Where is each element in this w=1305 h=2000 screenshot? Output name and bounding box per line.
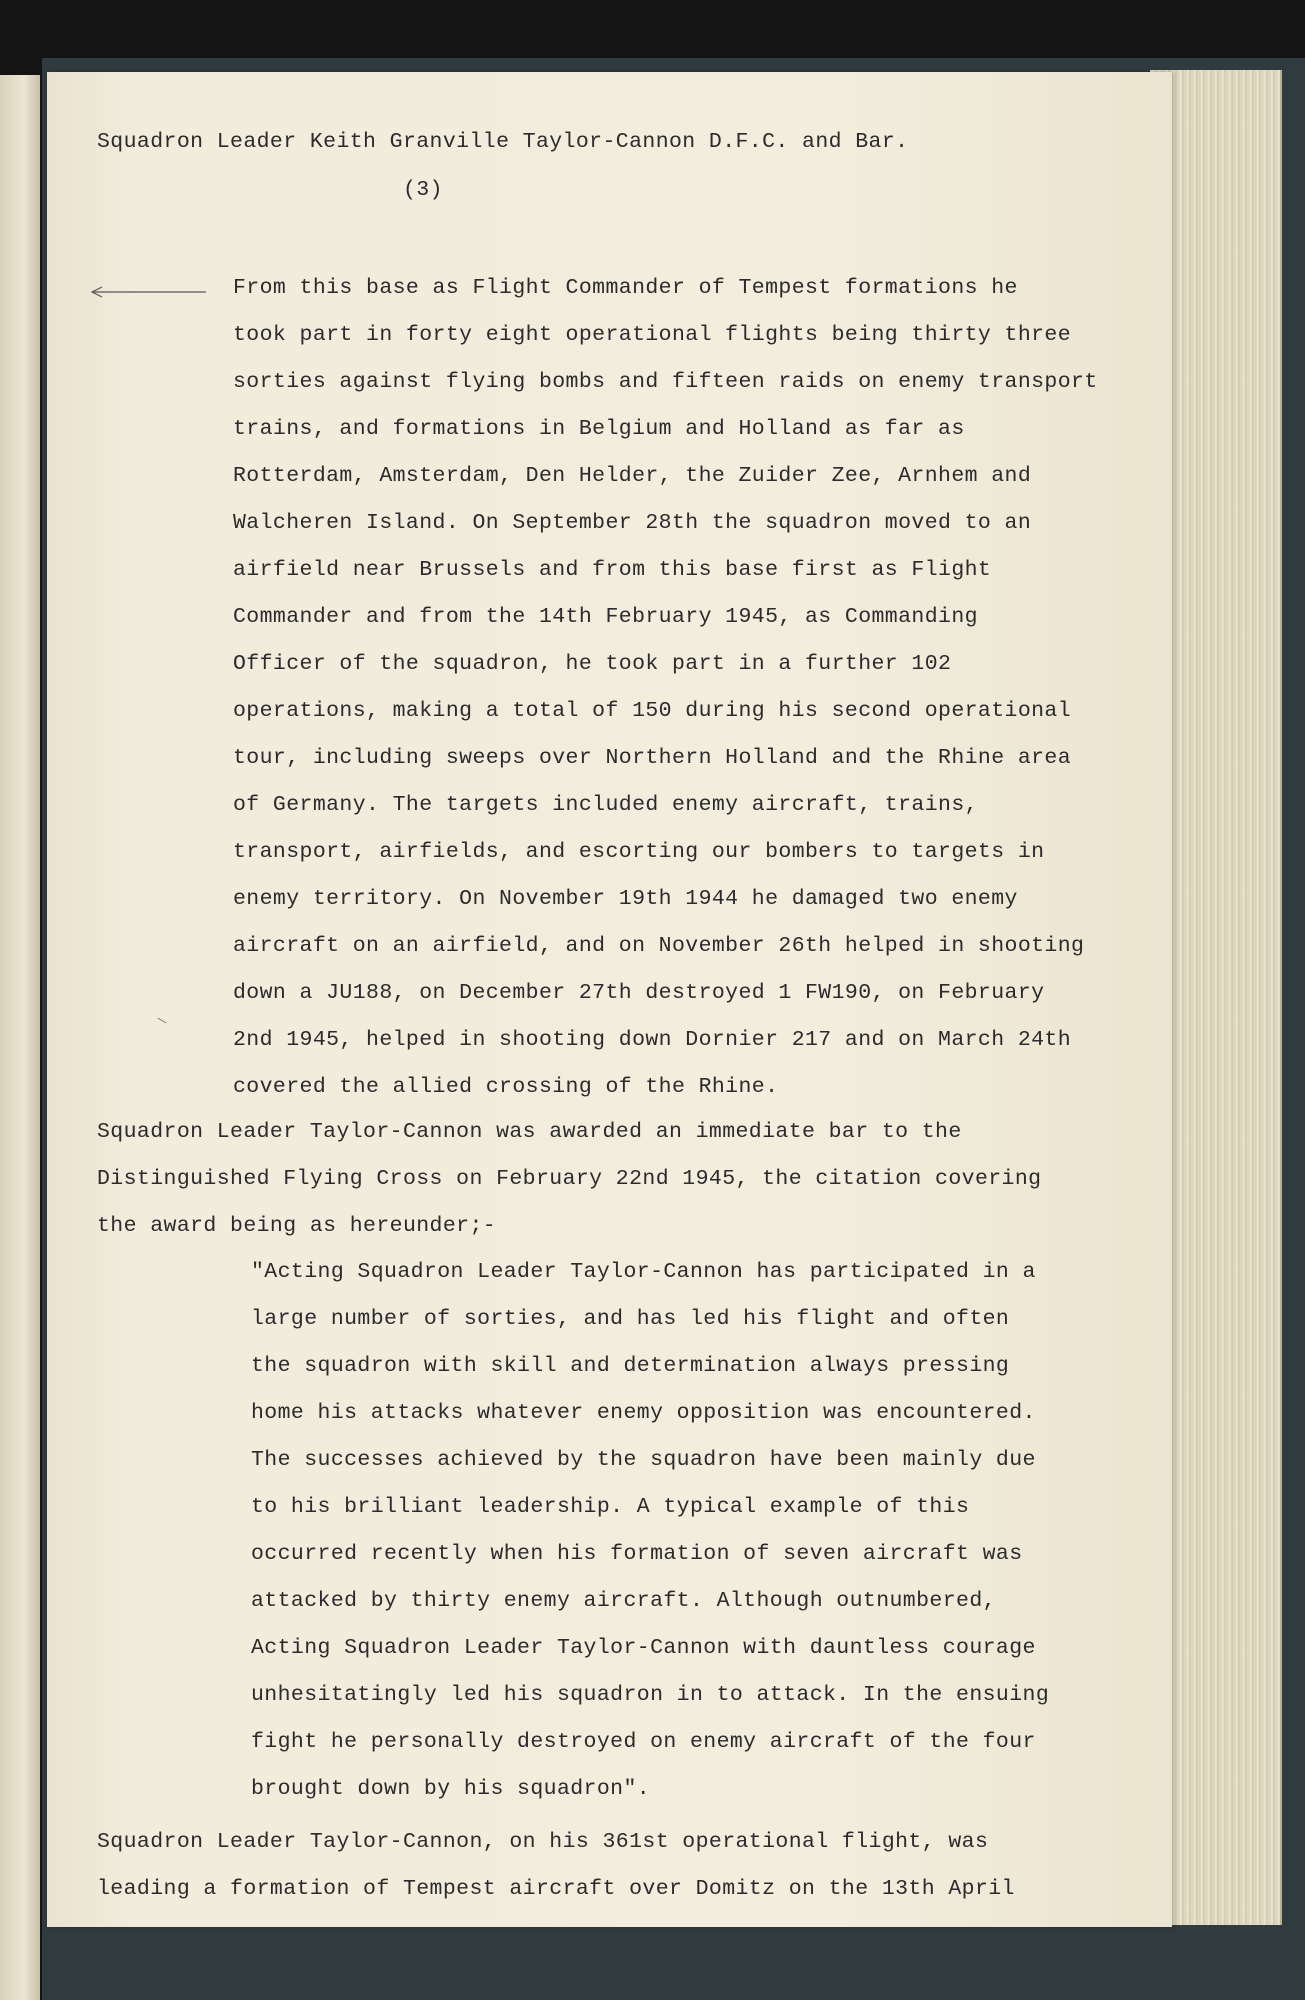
- paragraph-line: covered the allied crossing of the Rhine.: [233, 1075, 779, 1099]
- paragraph-line: Commander and from the 14th February 1945, as Commanding: [233, 605, 978, 629]
- citation-line: Acting Squadron Leader Taylor-Cannon with dauntless courage: [251, 1636, 1036, 1660]
- paragraph-line: Squadron Leader Taylor-Cannon was awarded an immediate bar to the: [97, 1120, 962, 1144]
- citation-line: unhesitatingly led his squadron in to attack. In the ensuing: [251, 1683, 1050, 1707]
- facing-page-edge: [0, 75, 40, 2000]
- document-header: Squadron Leader Keith Granville Taylor-Cannon D.F.C. and Bar.: [97, 130, 909, 154]
- citation-line: the squadron with skill and determination always pressing: [251, 1354, 1010, 1378]
- paragraph-line: tour, including sweeps over Northern Holland and the Rhine area: [233, 746, 1072, 770]
- page-number: (3): [403, 178, 443, 202]
- citation-line: to his brilliant leadership. A typical example of this: [251, 1495, 970, 1519]
- paragraph-line: Distinguished Flying Cross on February 22nd 1945, the citation covering: [97, 1167, 1042, 1191]
- paragraph-line: Squadron Leader Taylor-Cannon, on his 361st operational flight, was: [97, 1830, 989, 1854]
- paragraph-line: enemy territory. On November 19th 1944 he damaged two enemy: [233, 887, 1018, 911]
- paragraph-line: Officer of the squadron, he took part in a further 102: [233, 652, 952, 676]
- margin-arrow-icon: [88, 286, 208, 298]
- paragraph-line: transport, airfields, and escorting our bombers to targets in: [233, 840, 1045, 864]
- paragraph-line: airfield near Brussels and from this base first as Flight: [233, 558, 992, 582]
- paragraph-line: down a JU188, on December 27th destroyed 1 FW190, on February: [233, 981, 1045, 1005]
- citation-line: attacked by thirty enemy aircraft. Although outnumbered,: [251, 1589, 996, 1613]
- citation-line: home his attacks whatever enemy opposition was encountered.: [251, 1401, 1036, 1425]
- citation-line: "Acting Squadron Leader Taylor-Cannon has participated in a: [251, 1260, 1036, 1284]
- citation-line: large number of sorties, and has led his flight and often: [251, 1307, 1010, 1331]
- paragraph-line: Walcheren Island. On September 28th the squadron moved to an: [233, 511, 1032, 535]
- paragraph-line: Rotterdam, Amsterdam, Den Helder, the Zuider Zee, Arnhem and: [233, 464, 1032, 488]
- paragraph-line: sorties against flying bombs and fifteen raids on enemy transport: [233, 370, 1098, 394]
- paragraph-line: the award being as hereunder;-: [97, 1214, 497, 1238]
- paragraph-line: aircraft on an airfield, and on November 26th helped in shooting: [233, 934, 1085, 958]
- paragraph-line: took part in forty eight operational flights being thirty three: [233, 323, 1072, 347]
- citation-line: fight he personally destroyed on enemy aircraft of the four: [251, 1730, 1036, 1754]
- citation-line: occurred recently when his formation of seven aircraft was: [251, 1542, 1023, 1566]
- paragraph-line: 2nd 1945, helped in shooting down Dornier 217 and on March 24th: [233, 1028, 1072, 1052]
- paragraph-line: leading a formation of Tempest aircraft over Domitz on the 13th April: [97, 1877, 1015, 1901]
- paragraph-line: operations, making a total of 150 during his second operational: [233, 699, 1072, 723]
- citation-line: The successes achieved by the squadron have been mainly due: [251, 1448, 1036, 1472]
- paragraph-line: From this base as Flight Commander of Tempest formations he: [233, 276, 1018, 300]
- paragraph-line: trains, and formations in Belgium and Holland as far as: [233, 417, 965, 441]
- citation-line: brought down by his squadron".: [251, 1777, 651, 1801]
- paragraph-line: of Germany. The targets included enemy aircraft, trains,: [233, 793, 978, 817]
